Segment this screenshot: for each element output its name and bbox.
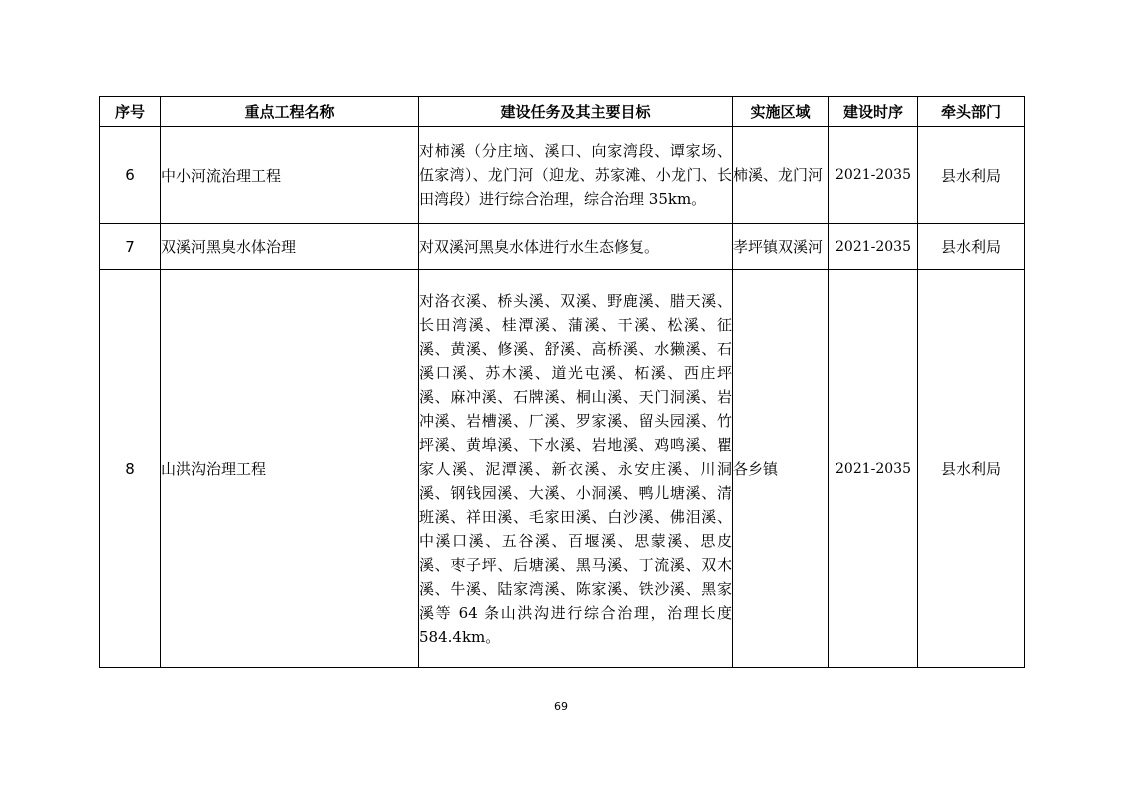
project-table — [99, 96, 1025, 668]
cell-area: 柿溪、龙门河 — [733, 127, 829, 224]
cell-period: 2021-2035 — [829, 224, 918, 270]
cell-project-name: 双溪河黑臭水体治理 — [161, 224, 419, 270]
cell-project-name: 中小河流治理工程 — [161, 127, 419, 224]
cell-project-name: 山洪沟治理工程 — [161, 270, 419, 668]
cell-serial-number: 8 — [100, 270, 161, 668]
cell-serial-number: 7 — [100, 224, 161, 270]
cell-area: 各乡镇 — [733, 270, 829, 668]
header-project-name: 重点工程名称 — [161, 97, 419, 127]
header-implementation-area: 实施区域 — [733, 97, 829, 127]
cell-department: 县水利局 — [918, 127, 1025, 224]
cell-task: 对双溪河黑臭水体进行水生态修复。 — [419, 224, 733, 270]
header-lead-department: 牵头部门 — [918, 97, 1025, 127]
cell-department: 县水利局 — [918, 224, 1025, 270]
table-row — [100, 270, 1025, 668]
page-number: 69 — [554, 700, 568, 713]
cell-department: 县水利局 — [918, 270, 1025, 668]
header-construction-period: 建设时序 — [829, 97, 918, 127]
cell-serial-number: 6 — [100, 127, 161, 224]
cell-task: 对洛衣溪、桥头溪、双溪、野鹿溪、腊天溪、长田湾溪、桂潭溪、蒲溪、干溪、松溪、征溪、黄溪、修溪、舒溪、高桥溪、水獭溪、石溪口溪、苏木溪、道光屯溪、柘溪、西庄坪溪、麻冲溪、石牌溪、桐山溪、天门洞溪、岩冲溪、岩槽溪、厂溪、罗家溪、留头园溪、竹坪溪、黄埠溪、下水溪、岩地溪、鸡鸣溪、瞿家人溪、泥潭溪、新衣溪、永安庄溪、川洞溪、钢钱园溪、大溪、小洞溪、鸭儿塘溪、清班溪、祥田溪、毛家田溪、白沙溪、佛泪溪、中溪口溪、五谷溪、百堰溪、思蒙溪、思皮溪、枣子坪、后塘溪、黑马溪、丁流溪、双木溪、牛溪、陆家湾溪、陈家溪、铁沙溪、黑家溪等 64 条山洪沟进行综合治理，治理长度 584.4km。 — [419, 270, 733, 668]
cell-area: 孝坪镇双溪河 — [733, 224, 829, 270]
header-serial-number: 序号 — [100, 97, 161, 127]
cell-task: 对柿溪（分庄垴、溪口、向家湾段、谭家场、伍家湾）、龙门河（迎龙、苏家滩、小龙门、长田湾段）进行综合治理，综合治理 35km。 — [419, 127, 733, 224]
table-row — [100, 127, 1025, 224]
header-task-and-goals: 建设任务及其主要目标 — [419, 97, 733, 127]
cell-period: 2021-2035 — [829, 127, 918, 224]
table-row — [100, 224, 1025, 270]
cell-period: 2021-2035 — [829, 270, 918, 668]
table-header-row — [100, 97, 1025, 127]
